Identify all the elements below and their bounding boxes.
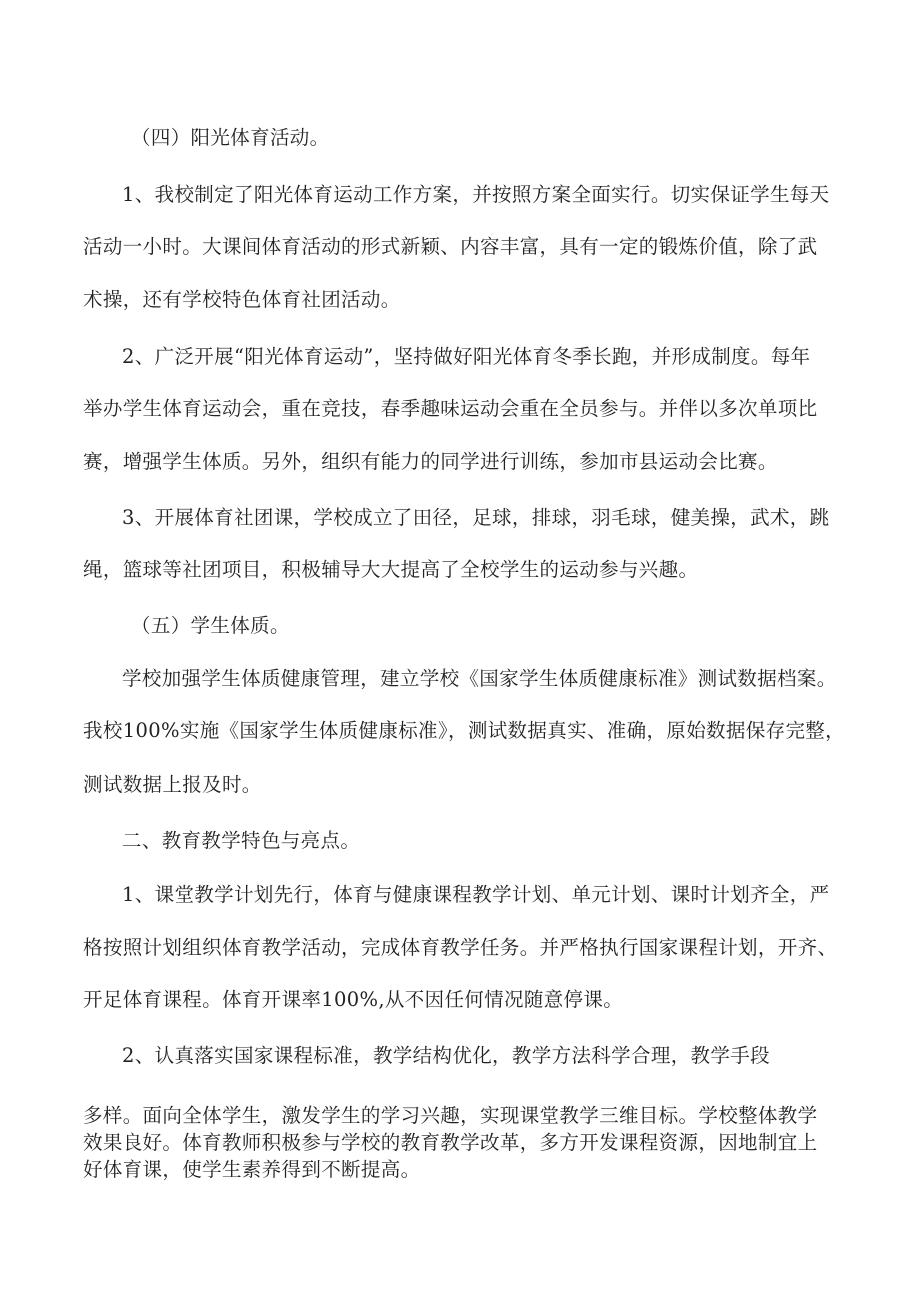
section-heading-4: （四）阳光体育活动。 <box>131 126 330 149</box>
paragraph-line: 测试数据上报及时。 <box>83 773 262 796</box>
paragraph-line: 2、认真落实国家课程标准，教学结构优化，教学方法科学合理，教学手段 <box>122 1044 770 1067</box>
paragraph-line: 多样。面向全体学生，激发学生的学习兴趣，实现课堂教学三维目标。学校整体教学 <box>83 1104 818 1127</box>
section-heading-5: （五）学生体质。 <box>131 614 290 637</box>
paragraph-line: 1、课堂教学计划先行，体育与健康课程教学计划、单元计划、课时计划齐全，严 <box>122 883 830 906</box>
paragraph-line: 我校100%实施《国家学生体质健康标准》，测试数据真实、准确，原始数据保存完整， <box>83 719 845 742</box>
paragraph-line: 效果良好。体育教师积极参与学校的教育教学改革，多方开发课程资源，因地制宜上 <box>83 1131 818 1154</box>
paragraph-line: 格按照计划组织体育教学活动，完成体育教学任务。并严格执行国家课程计划，开齐、 <box>83 936 838 959</box>
paragraph-line: 1、我校制定了阳光体育运动工作方案，并按照方案全面实行。切实保证学生每天 <box>122 183 830 206</box>
paragraph-line: 赛，增强学生体质。另外，组织有能力的同学进行训练，参加市县运动会比赛。 <box>83 450 778 473</box>
paragraph-line: 举办学生体育运动会，重在竞技，春季趣味运动会重在全员参与。并伴以多次单项比 <box>83 397 818 420</box>
paragraph-line: 绳，篮球等社团项目，积极辅导大大提高了全校学生的运动参与兴趣。 <box>83 558 699 581</box>
paragraph-line: 学校加强学生体质健康管理，建立学校《国家学生体质健康标准》测试数据档案。 <box>122 667 837 690</box>
paragraph-line: 好体育课，使学生素养得到不断提高。 <box>83 1158 421 1181</box>
paragraph-line: 开足体育课程。体育开课率100%,从不因任何情况随意停课。 <box>83 988 624 1011</box>
paragraph-line: 活动一小时。大课间体育活动的形式新颖、内容丰富，具有一定的锻炼价值，除了武 <box>83 235 818 258</box>
paragraph-line: 3、开展体育社团课，学校成立了田径，足球，排球，羽毛球，健美操，武术，跳 <box>122 506 830 529</box>
paragraph-line: 术操，还有学校特色体育社团活动。 <box>83 288 401 311</box>
paragraph-line: 2、广泛开展“阳光体育运动”，坚持做好阳光体育冬季长跑，并形成制度。每年 <box>122 345 811 368</box>
section-heading-2: 二、教育教学特色与亮点。 <box>122 829 361 852</box>
